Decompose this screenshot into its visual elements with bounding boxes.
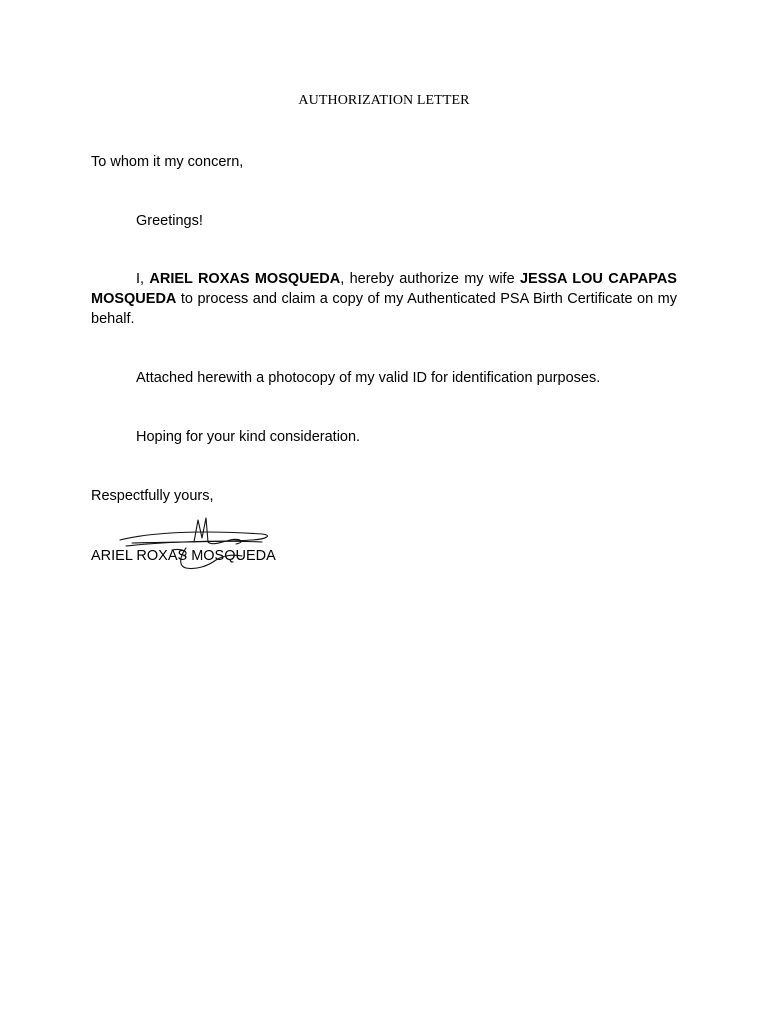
closing-line: Respectfully yours, [91, 488, 214, 504]
authorization-paragraph [91, 269, 677, 329]
letter-title: AUTHORIZATION LETTER [298, 93, 470, 108]
paragraph-mid: , hereby authorize my wife [340, 271, 520, 287]
authorized-person-name: JESSA LOU CAPAPAS MOSQUEDA [91, 271, 677, 307]
attachment-paragraph: Attached herewith a photocopy of my valid ID for identification purposes. [136, 370, 601, 386]
paragraph-lead: I, [136, 271, 150, 287]
paragraph-tail: to process and claim a copy of my Authenticated PSA Birth Certificate on my behalf. [91, 291, 677, 327]
salutation: To whom it my concern, [91, 154, 244, 170]
greeting: Greetings! [136, 213, 203, 229]
closing-paragraph: Hoping for your kind consideration. [136, 429, 361, 445]
authorizer-name: ARIEL ROXAS MOSQUEDA [149, 271, 341, 287]
signatory-name: ARIEL ROXAS MOSQUEDA [91, 548, 276, 564]
